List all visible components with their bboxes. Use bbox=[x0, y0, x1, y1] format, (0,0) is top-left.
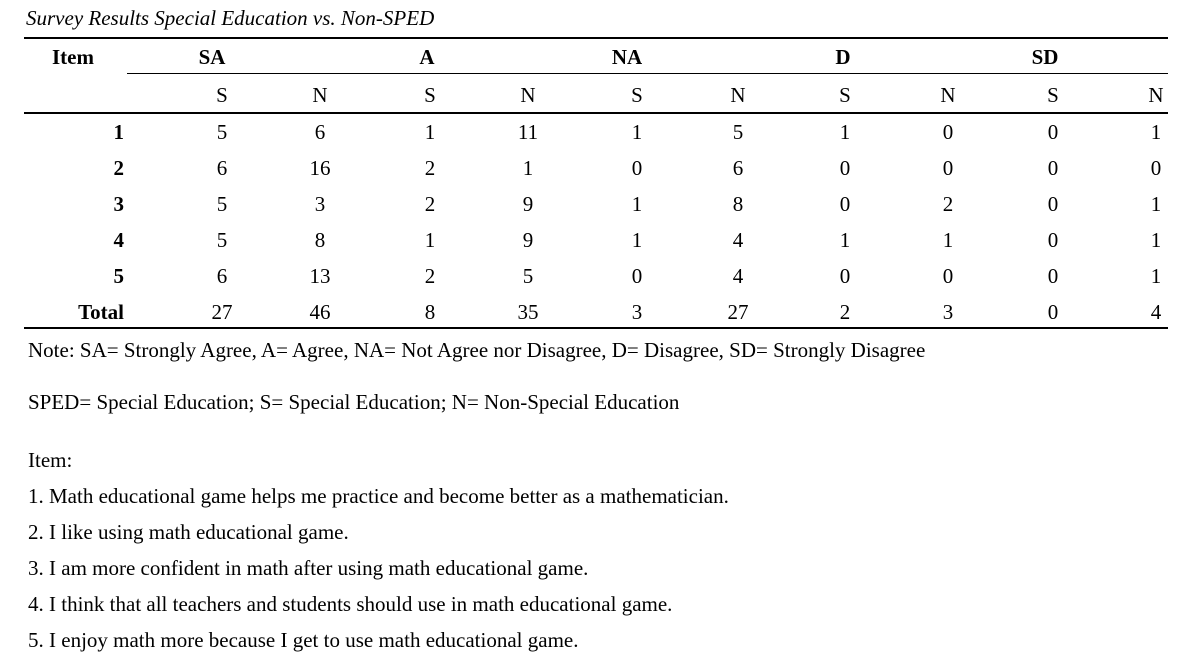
group-header-sd: SD bbox=[1031, 45, 1059, 69]
table-cell: 1 bbox=[631, 192, 643, 216]
table-cell: 1 bbox=[1150, 192, 1162, 216]
table-cell: 27 bbox=[211, 300, 233, 324]
table-cell: 1 bbox=[424, 228, 436, 252]
subheader-n: N bbox=[1148, 83, 1164, 107]
table-cell: 4 bbox=[732, 264, 744, 288]
table-cell: 8 bbox=[424, 300, 436, 324]
table-cell: 5 bbox=[732, 120, 744, 144]
table-cell: 0 bbox=[839, 156, 851, 180]
table-cell: 1 bbox=[1150, 228, 1162, 252]
table-cell: 0 bbox=[1047, 300, 1059, 324]
table-cell: 0 bbox=[1047, 156, 1059, 180]
table-cell: 27 bbox=[727, 300, 749, 324]
item-description-3: 3. I am more confident in math after using math educational game. bbox=[28, 556, 589, 580]
table-cell: 0 bbox=[839, 264, 851, 288]
table-cell: 9 bbox=[522, 228, 534, 252]
table-caption: Survey Results Special Education vs. Non-SPED bbox=[26, 6, 435, 30]
table-cell: 1 bbox=[631, 120, 643, 144]
table-cell: 0 bbox=[1047, 192, 1059, 216]
table-cell: 2 bbox=[424, 264, 436, 288]
table-cell: 8 bbox=[732, 192, 744, 216]
table-cell: 0 bbox=[1150, 156, 1162, 180]
items-heading: Item: bbox=[28, 448, 73, 472]
table-cell: 9 bbox=[522, 192, 534, 216]
table-cell: 35 bbox=[517, 300, 539, 324]
subheader-s: S bbox=[631, 83, 643, 107]
item-description-2: 2. I like using math educational game. bbox=[28, 520, 349, 544]
table-cell: 0 bbox=[942, 156, 954, 180]
note-abbreviations: Note: SA= Strongly Agree, A= Agree, NA= Not Agree nor Disagree, D= Disagree, SD= Strongly Disagree bbox=[28, 338, 926, 362]
subheader-n: N bbox=[730, 83, 746, 107]
subheader-s: S bbox=[216, 83, 228, 107]
table-bottom-rule bbox=[24, 327, 1168, 329]
table-cell: 6 bbox=[216, 264, 228, 288]
table-cell: 16 bbox=[309, 156, 331, 180]
subheader-n: N bbox=[312, 83, 328, 107]
note-sped-abbreviations: SPED= Special Education; S= Special Education; N= Non-Special Education bbox=[28, 390, 680, 414]
row-label: 2 bbox=[113, 156, 124, 180]
row-label: 3 bbox=[113, 192, 124, 216]
group-header-na: NA bbox=[611, 45, 643, 69]
table-cell: 2 bbox=[942, 192, 954, 216]
table-cell: 4 bbox=[732, 228, 744, 252]
table-cell: 2 bbox=[424, 192, 436, 216]
table-cell: 0 bbox=[1047, 264, 1059, 288]
row-label: 4 bbox=[113, 228, 124, 252]
table-cell: 1 bbox=[839, 120, 851, 144]
group-header-sa: SA bbox=[198, 45, 226, 69]
table-cell: 0 bbox=[631, 156, 643, 180]
table-cell: 1 bbox=[1150, 264, 1162, 288]
header-sub-rule bbox=[127, 73, 1168, 74]
table-cell: 8 bbox=[314, 228, 326, 252]
item-description-4: 4. I think that all teachers and students should use in math educational game. bbox=[28, 592, 673, 616]
row-label: 5 bbox=[113, 264, 124, 288]
group-header-d: D bbox=[835, 45, 851, 69]
table-cell: 3 bbox=[314, 192, 326, 216]
table-cell: 2 bbox=[839, 300, 851, 324]
subheader-n: N bbox=[520, 83, 536, 107]
item-description-1: 1. Math educational game helps me practice and become better as a mathematician. bbox=[28, 484, 729, 508]
table-cell: 0 bbox=[839, 192, 851, 216]
table-cell: 1 bbox=[631, 228, 643, 252]
table-cell: 5 bbox=[216, 228, 228, 252]
item-column-header: Item bbox=[52, 45, 94, 69]
table-cell: 0 bbox=[631, 264, 643, 288]
table-cell: 1 bbox=[942, 228, 954, 252]
table-cell: 1 bbox=[424, 120, 436, 144]
row-label: Total bbox=[78, 300, 124, 324]
table-cell: 5 bbox=[522, 264, 534, 288]
table-cell: 2 bbox=[424, 156, 436, 180]
table-cell: 6 bbox=[216, 156, 228, 180]
subheader-s: S bbox=[1047, 83, 1059, 107]
table-cell: 0 bbox=[1047, 228, 1059, 252]
subheader-s: S bbox=[839, 83, 851, 107]
table-top-rule bbox=[24, 37, 1168, 39]
table-cell: 11 bbox=[517, 120, 539, 144]
table-cell: 5 bbox=[216, 192, 228, 216]
table-cell: 6 bbox=[314, 120, 326, 144]
table-cell: 0 bbox=[1047, 120, 1059, 144]
table-cell: 1 bbox=[522, 156, 534, 180]
table-cell: 6 bbox=[732, 156, 744, 180]
table-cell: 0 bbox=[942, 120, 954, 144]
subheader-n: N bbox=[940, 83, 956, 107]
item-description-5: 5. I enjoy math more because I get to use math educational game. bbox=[28, 628, 579, 652]
row-label: 1 bbox=[113, 120, 124, 144]
table-cell: 1 bbox=[839, 228, 851, 252]
table-cell: 4 bbox=[1150, 300, 1162, 324]
header-bottom-rule bbox=[24, 112, 1168, 114]
table-cell: 1 bbox=[1150, 120, 1162, 144]
table-cell: 3 bbox=[942, 300, 954, 324]
table-cell: 13 bbox=[309, 264, 331, 288]
table-cell: 0 bbox=[942, 264, 954, 288]
table-cell: 3 bbox=[631, 300, 643, 324]
group-header-a: A bbox=[419, 45, 435, 69]
table-cell: 5 bbox=[216, 120, 228, 144]
subheader-s: S bbox=[424, 83, 436, 107]
table-cell: 46 bbox=[309, 300, 331, 324]
